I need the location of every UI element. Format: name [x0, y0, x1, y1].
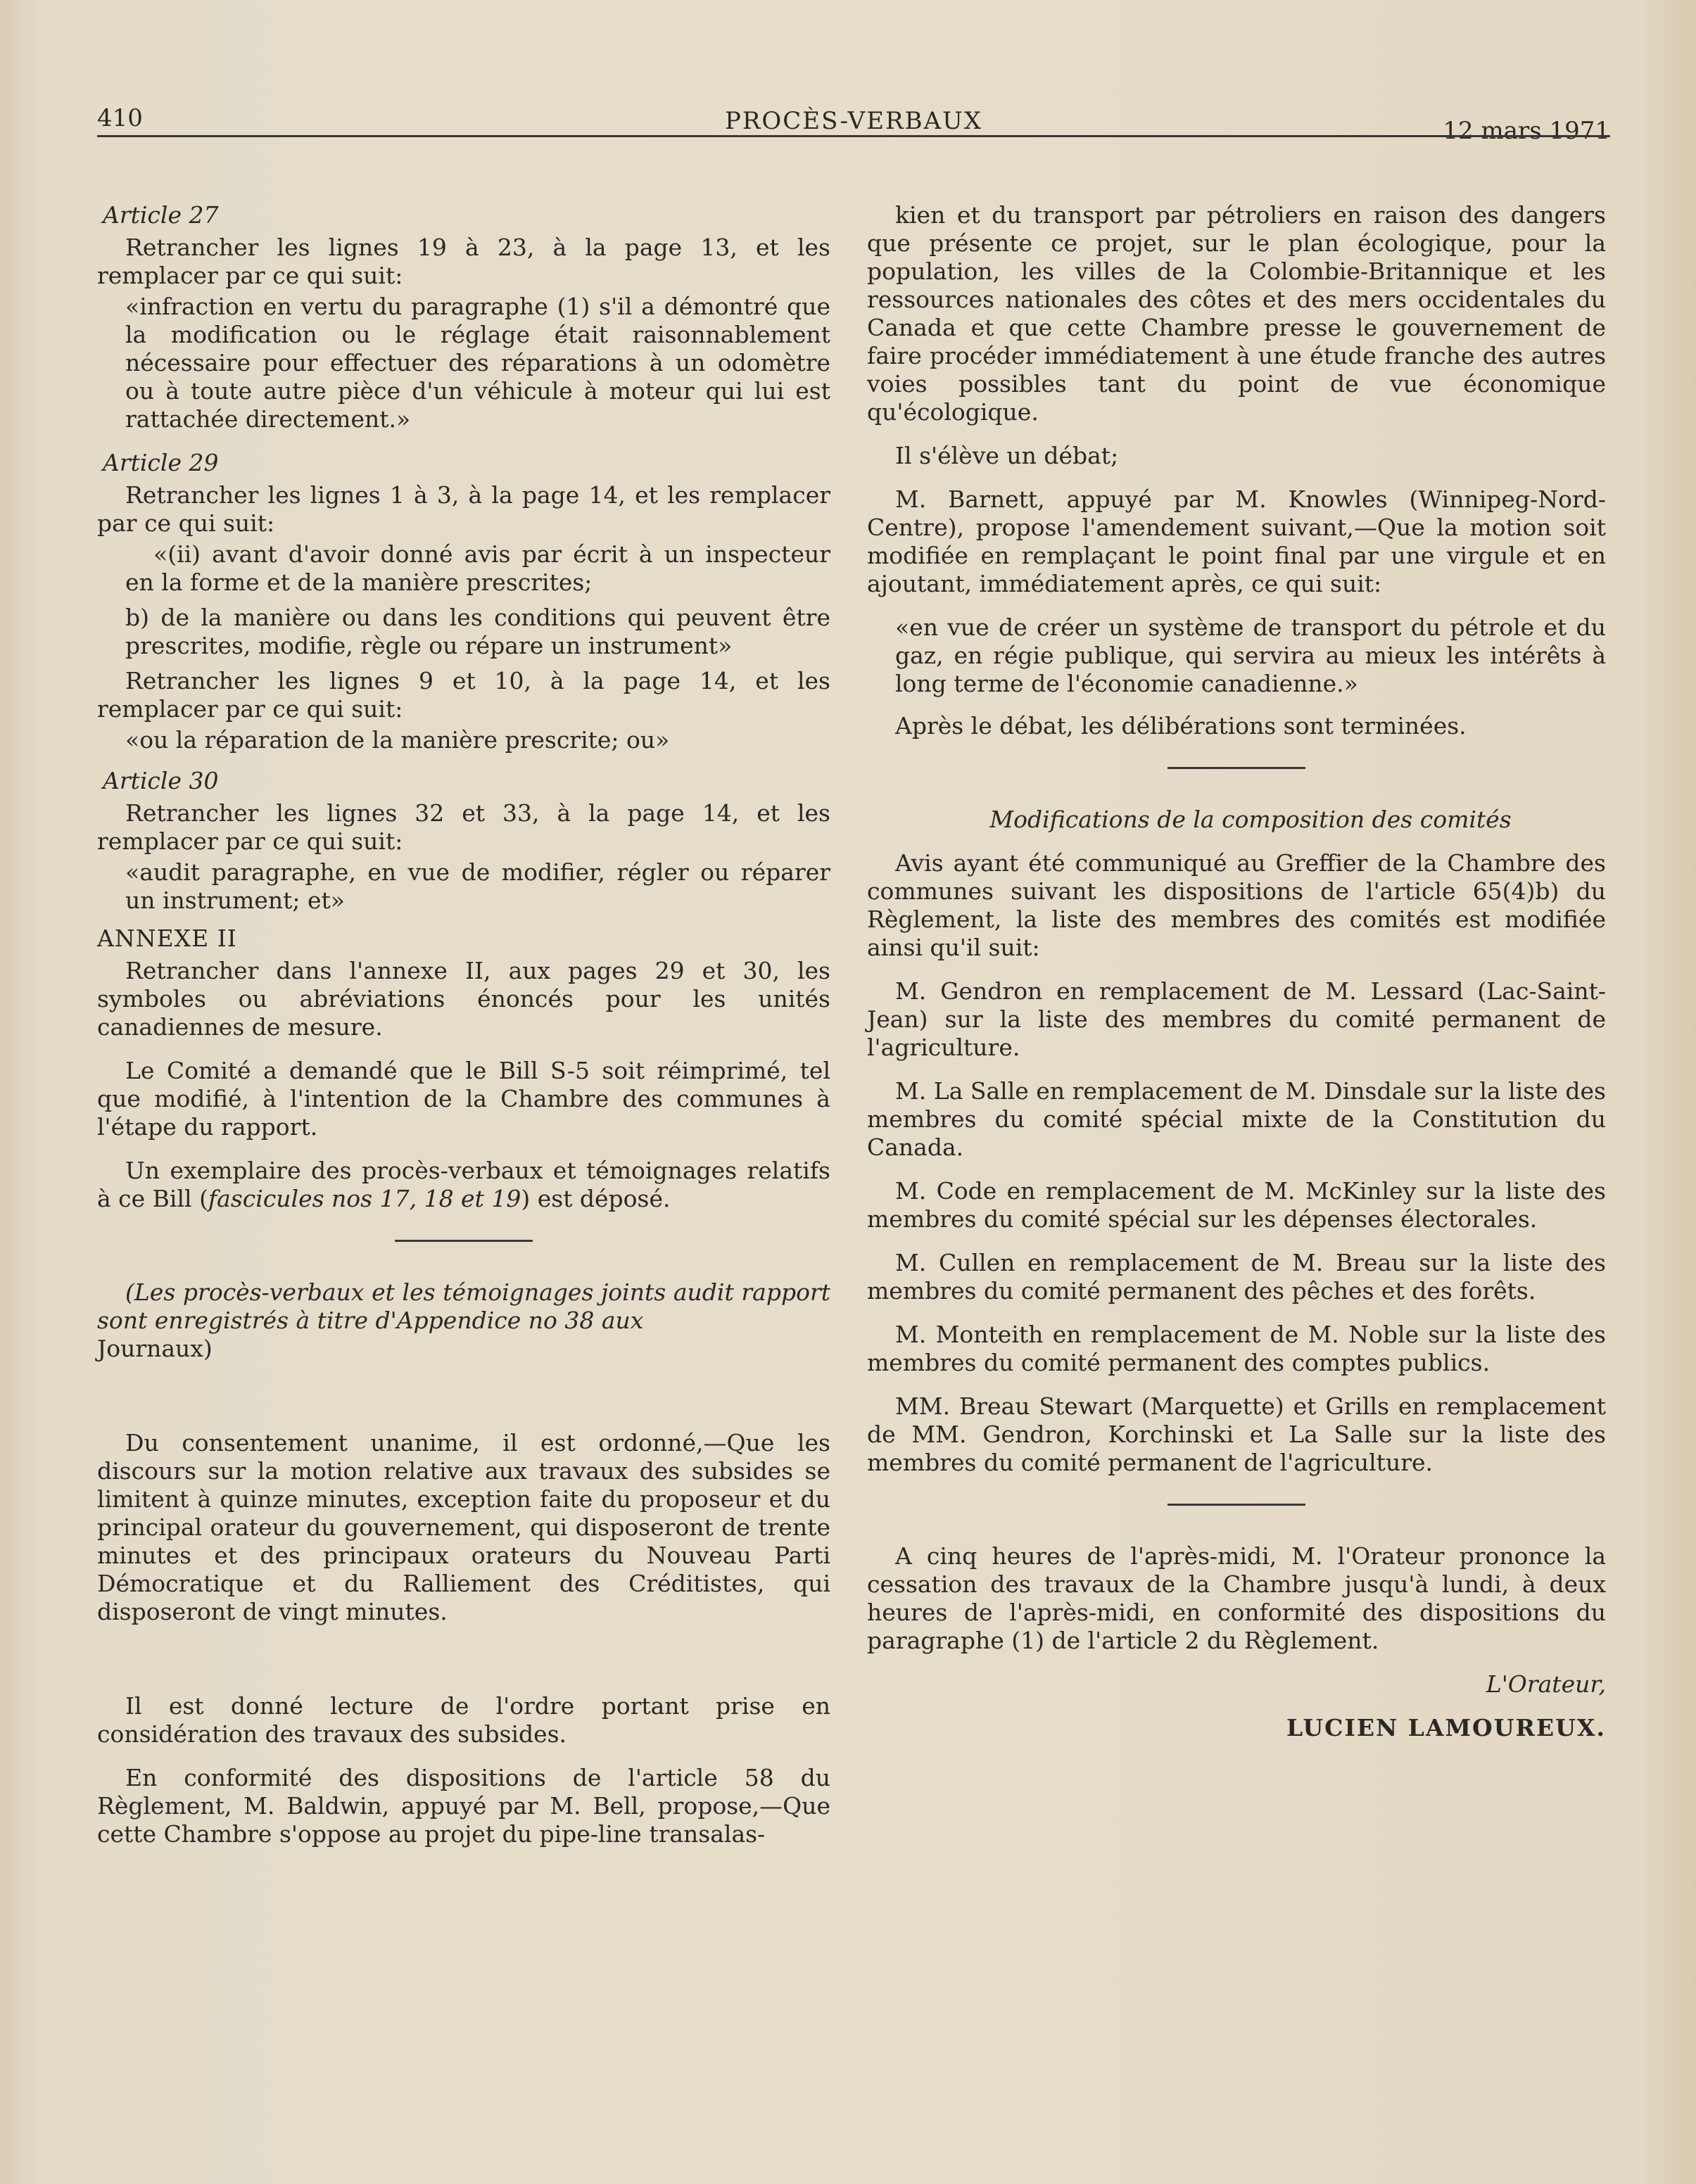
annexe-heading: ANNEXE II: [97, 925, 237, 952]
article-27-heading: Article 27: [103, 201, 219, 229]
lecture-paragraph: Il est donné lecture de l'ordre portant prise en considération des travaux des subsides.: [97, 1692, 830, 1748]
article-29-text-2: Retrancher les lignes 9 et 10, à la page 14, et les remplacer par ce qui suit:: [97, 667, 830, 723]
annexe-text: Retrancher dans l'annexe II, aux pages 29 et 30, les symboles ou abréviations énoncés pour les unités canadiennes de mesure.: [97, 957, 830, 1041]
exemplaire-text-a: Un exemplaire des procès-verbaux et témoignages relatifs à ce Bill (: [97, 1157, 830, 1212]
article-30-quote: «audit paragraphe, en vue de modifier, régler ou réparer un instrument; et»: [125, 858, 830, 914]
running-title: PROCÈS-VERBAUX: [724, 107, 983, 135]
signature-title: L'Orateur,: [1486, 1670, 1606, 1698]
mm-paragraph: MM. Breau Stewart (Marquette) et Grills en remplacement de MM. Gendron, Korchinski et La Salle sur la liste des membres du comité permanent de l'agriculture.: [867, 1392, 1606, 1476]
spacer: [97, 1642, 830, 1692]
cullen-paragraph: M. Cullen en remplacement de M. Breau sur la liste des membres du comité permanent des pêches et des forêts.: [867, 1249, 1606, 1304]
page-header: [97, 104, 1610, 146]
modifications-heading: Modifications de la composition des comités: [989, 806, 1512, 833]
barnett-quote: «en vue de créer un système de transport du pétrole et du gaz, en régie publique, qui servira au mieux les intérêts à long terme de l'économie canadienne.»: [895, 614, 1606, 697]
exemplaire-text-italic: fascicules nos 17, 18 et 19: [208, 1185, 521, 1212]
signature-name: LUCIEN LAMOUREUX.: [1286, 1714, 1606, 1741]
article-29-quote-b: b) de la manière ou dans les conditions qui peuvent être prescrites, modifie, règle ou répare un instrument»: [125, 604, 830, 659]
motion-continuation: kien et du transport par pétroliers en raison des dangers que présente ce projet, sur le plan écologique, pour la population, les villes de la Colombie-Britannique et les ressources nationales des côtes et des mers occidentales du Canada et que cette Chambre presse le gouvernement de faire procéder immédiatement à une étude franche des autres voies possibles tant du point de vue économique qu'écologique.: [867, 201, 1606, 426]
header-rule: [97, 135, 1610, 137]
left-column: [97, 201, 830, 1864]
article-27-text: Retrancher les lignes 19 à 23, à la page 13, et les remplacer par ce qui suit:: [97, 234, 830, 289]
section-divider: [395, 1240, 533, 1242]
debat-paragraph: Il s'élève un débat;: [895, 442, 1119, 469]
article-29-quote-c: «ou la réparation de la manière prescrite; ou»: [125, 726, 670, 754]
code-paragraph: M. Code en remplacement de M. McKinley sur la liste des membres du comité spécial sur les dépenses électorales.: [867, 1177, 1606, 1233]
apres-debat-paragraph: Après le débat, les délibérations sont terminées.: [895, 712, 1467, 739]
article-29-heading: Article 29: [103, 449, 219, 476]
article-30-heading: Article 30: [103, 767, 219, 794]
appendice-note: (Les procès-verbaux et les témoignages joints audit rapport sont enregistrés à titre d'Appendice no 38 aux: [97, 1278, 830, 1334]
consentement-paragraph: Du consentement unanime, il est ordonné,—Que les discours sur la motion relative aux travaux des subsides se limitent à quinze minutes, exception faite du proposeur et du principal orateur du gouvernement, qui disposeront de trente minutes et des principaux orateurs du Nouveau Parti Démocratique et du Ralliement des Créditistes, qui disposeront de vingt minutes.: [97, 1429, 830, 1625]
article-27-quote: «infraction en vertu du paragraphe (1) s'il a démontré que la modification ou le réglage était raisonnablement nécessaire pour effectuer des réparations à un odomètre ou à toute autre pièce d'un véhicule à moteur qui lui est rattachée directement.»: [125, 293, 830, 433]
conformite-paragraph: En conformité des dispositions de l'article 58 du Règlement, M. Baldwin, appuyé par M. Bell, propose,—Que cette Chambre s'oppose au projet du pipe-line transalas-: [97, 1764, 830, 1848]
gendron-paragraph: M. Gendron en remplacement de M. Lessard (Lac-Saint-Jean) sur la liste des membres du comité permanent de l'agriculture.: [867, 977, 1606, 1061]
lasalle-paragraph: M. La Salle en remplacement de M. Dinsdale sur la liste des membres du comité spécial mixte de la Constitution du Canada.: [867, 1077, 1606, 1161]
right-column: [867, 201, 1606, 1758]
article-29-text: Retrancher les lignes 1 à 3, à la page 14, et les remplacer par ce qui suit:: [97, 481, 830, 537]
article-29-quote-ii: «(ii) avant d'avoir donné avis par écrit à un inspecteur en la forme et de la manière prescrites;: [125, 540, 830, 596]
article-30-text: Retrancher les lignes 32 et 33, à la page 14, et les remplacer par ce qui suit:: [97, 799, 830, 855]
comite-paragraph: Le Comité a demandé que le Bill S-5 soit réimprimé, tel que modifié, à l'intention de la Chambre des communes à l'étape du rapport.: [97, 1057, 830, 1141]
section-divider: [1167, 767, 1305, 769]
appendice-note-end: Journaux): [97, 1335, 213, 1362]
barnett-paragraph: M. Barnett, appuyé par M. Knowles (Winnipeg-Nord-Centre), propose l'amendement suivant,—Que la motion soit modifiée en remplaçant le point final par une virgule et en ajoutant, immédiatement après, ce qui suit:: [867, 485, 1606, 597]
spacer: [97, 1378, 830, 1429]
section-divider: [1167, 1504, 1305, 1506]
page-number: 410: [97, 104, 143, 132]
exemplaire-text-b: ) est déposé.: [521, 1185, 671, 1212]
exemplaire-paragraph: [97, 1157, 830, 1213]
monteith-paragraph: M. Monteith en remplacement de M. Noble sur la liste des membres du comité permanent des comptes publics.: [867, 1321, 1606, 1376]
avis-paragraph: Avis ayant été communiqué au Greffier de la Chambre des communes suivant les dispositions de l'article 65(4)b) du Règlement, la liste des membres des comités est modifiée ainsi qu'il suit:: [867, 849, 1606, 961]
header-date: 12 mars 1971: [1443, 117, 1610, 145]
ajournement-paragraph: A cinq heures de l'après-midi, M. l'Orateur prononce la cessation des travaux de la Chambre jusqu'à lundi, à deux heures de l'après-midi, en conformité des dispositions du paragraphe (1) de l'article 2 du Règlement.: [867, 1542, 1606, 1654]
